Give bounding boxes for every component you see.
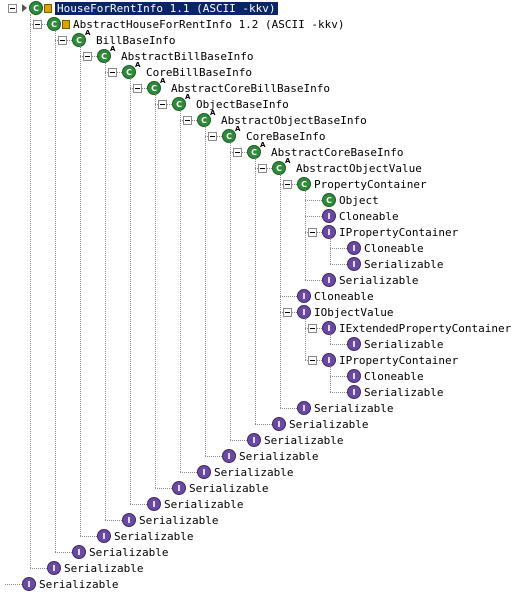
interface-icon: I bbox=[172, 481, 186, 495]
tree-node[interactable] bbox=[72, 32, 175, 48]
interface-icon: I bbox=[147, 497, 161, 511]
tree-node[interactable] bbox=[297, 176, 427, 192]
collapse-toggle[interactable] bbox=[283, 180, 292, 189]
tree-node-label: ObjectBaseInfo bbox=[196, 97, 289, 111]
tree-node[interactable] bbox=[272, 416, 368, 432]
tree-connector bbox=[230, 440, 247, 441]
tree-connector bbox=[80, 536, 97, 537]
tree-guide-line bbox=[280, 174, 281, 408]
tree-connector bbox=[330, 376, 347, 377]
focus-arrow-icon bbox=[22, 4, 27, 12]
tree-node[interactable] bbox=[322, 352, 458, 368]
tree-node-label: Serializable bbox=[164, 497, 244, 511]
interface-icon: I bbox=[347, 337, 361, 351]
interface-icon: I bbox=[322, 321, 336, 335]
tree-connector bbox=[5, 584, 22, 585]
tree-guide-line bbox=[55, 30, 56, 552]
collapse-toggle[interactable] bbox=[58, 36, 67, 45]
tree-node-label: Serializable bbox=[289, 417, 369, 431]
tree-node-label: HouseForRentInfo 1.1 (ASCII -kkv) bbox=[57, 1, 276, 15]
collapse-toggle[interactable] bbox=[308, 324, 317, 333]
tree-guide-line bbox=[30, 14, 31, 568]
tree-node[interactable] bbox=[172, 96, 289, 112]
abstract-class-icon: C A bbox=[197, 113, 211, 127]
collapse-toggle[interactable] bbox=[33, 20, 42, 29]
tree-node-label: Cloneable bbox=[339, 209, 399, 223]
tree-node-label: Serializable bbox=[364, 385, 444, 399]
tree-node[interactable] bbox=[97, 48, 253, 64]
tree-guide-line bbox=[105, 62, 106, 520]
tree-node-label: Serializable bbox=[239, 449, 319, 463]
abstract-class-icon: C A bbox=[147, 81, 161, 95]
abstract-class-icon: C A bbox=[172, 97, 186, 111]
tree-node-label: Serializable bbox=[114, 529, 194, 543]
collapse-toggle[interactable] bbox=[183, 116, 192, 125]
tree-connector bbox=[330, 248, 347, 249]
tree-connector bbox=[55, 552, 72, 553]
interface-icon: I bbox=[247, 433, 261, 447]
tree-node-selected[interactable] bbox=[22, 0, 278, 16]
lock-icon bbox=[62, 20, 70, 29]
interface-icon: I bbox=[47, 561, 61, 575]
interface-icon: I bbox=[347, 257, 361, 271]
interface-icon: I bbox=[272, 417, 286, 431]
collapse-toggle[interactable] bbox=[108, 68, 117, 77]
tree-node-label: PropertyContainer bbox=[314, 177, 427, 191]
collapse-toggle[interactable] bbox=[283, 308, 292, 317]
interface-icon: I bbox=[297, 305, 311, 319]
interface-icon: I bbox=[297, 289, 311, 303]
tree-node[interactable] bbox=[72, 544, 168, 560]
interface-icon: I bbox=[122, 513, 136, 527]
tree-connector bbox=[130, 504, 147, 505]
interface-icon: I bbox=[97, 529, 111, 543]
tree-node[interactable] bbox=[347, 240, 424, 256]
tree-node-label: IPropertyContainer bbox=[339, 225, 459, 239]
tree-node[interactable] bbox=[172, 480, 268, 496]
abstract-class-icon: C A bbox=[272, 161, 286, 175]
collapse-toggle[interactable] bbox=[158, 100, 167, 109]
tree-node[interactable] bbox=[322, 192, 379, 208]
tree-connector bbox=[305, 280, 322, 281]
interface-icon: I bbox=[22, 577, 36, 591]
abstract-class-icon: C A bbox=[122, 65, 136, 79]
tree-node-label: Cloneable bbox=[314, 289, 374, 303]
tree-connector bbox=[280, 408, 297, 409]
collapse-toggle[interactable] bbox=[83, 52, 92, 61]
tree-node[interactable] bbox=[297, 304, 393, 320]
tree-node[interactable] bbox=[297, 288, 374, 304]
tree-node-label: Serializable bbox=[139, 513, 219, 527]
tree-connector bbox=[255, 424, 272, 425]
tree-node[interactable] bbox=[197, 464, 293, 480]
tree-node[interactable] bbox=[197, 112, 367, 128]
tree-node[interactable] bbox=[122, 64, 252, 80]
tree-node-label: Serializable bbox=[214, 465, 294, 479]
tree-node-label: AbstractHouseForRentInfo 1.2 (ASCII -kkv) bbox=[73, 17, 345, 31]
tree-node[interactable] bbox=[347, 368, 424, 384]
tree-node-label: Object bbox=[339, 193, 379, 207]
tree-connector bbox=[330, 264, 347, 265]
tree-node[interactable] bbox=[347, 336, 443, 352]
tree-node-label: CoreBillBaseInfo bbox=[146, 65, 252, 79]
tree-node[interactable] bbox=[97, 528, 193, 544]
tree-connector bbox=[105, 520, 122, 521]
tree-node-label: AbstractObjectValue bbox=[296, 161, 422, 175]
tree-connector bbox=[305, 200, 322, 201]
abstract-class-icon: C A bbox=[247, 145, 261, 159]
tree-guide-line bbox=[180, 110, 181, 472]
tree-guide-line bbox=[80, 46, 81, 536]
tree-connector bbox=[330, 392, 347, 393]
tree-node-label: Serializable bbox=[189, 481, 269, 495]
tree-node-label: IObjectValue bbox=[314, 305, 394, 319]
tree-node-label: AbstractCoreBillBaseInfo bbox=[171, 81, 330, 95]
collapse-toggle[interactable] bbox=[308, 228, 317, 237]
abstract-class-icon: C A bbox=[222, 129, 236, 143]
tree-node[interactable] bbox=[297, 400, 393, 416]
interface-icon: I bbox=[297, 401, 311, 415]
tree-node-label: Serializable bbox=[364, 257, 444, 271]
tree-guide-line bbox=[305, 318, 306, 360]
tree-node[interactable] bbox=[222, 448, 318, 464]
collapse-toggle[interactable] bbox=[133, 84, 142, 93]
tree-node[interactable] bbox=[147, 496, 243, 512]
interface-icon: I bbox=[322, 225, 336, 239]
collapse-toggle[interactable] bbox=[258, 164, 267, 173]
tree-node-label: Serializable bbox=[314, 401, 394, 415]
tree-node[interactable] bbox=[272, 160, 422, 176]
tree-node-label: AbstractBillBaseInfo bbox=[121, 49, 254, 63]
interface-icon: I bbox=[322, 353, 336, 367]
interface-icon: I bbox=[197, 465, 211, 479]
tree-guide-line bbox=[205, 126, 206, 456]
tree-node-label: AbstractCoreBaseInfo bbox=[271, 145, 404, 159]
collapse-toggle[interactable] bbox=[308, 356, 317, 365]
tree-node[interactable] bbox=[47, 16, 345, 32]
tree-node[interactable] bbox=[347, 384, 443, 400]
tree-node-label: Serializable bbox=[339, 273, 419, 287]
tree-connector bbox=[330, 344, 347, 345]
tree-connector bbox=[280, 296, 297, 297]
tree-node[interactable] bbox=[322, 272, 418, 288]
tree-guide-line bbox=[330, 238, 331, 264]
abstract-class-icon: C A bbox=[72, 33, 86, 47]
tree-connector bbox=[205, 456, 222, 457]
tree-node[interactable] bbox=[222, 128, 325, 144]
tree-node[interactable] bbox=[47, 560, 143, 576]
interface-icon: I bbox=[347, 369, 361, 383]
tree-node[interactable] bbox=[322, 208, 399, 224]
tree-connector bbox=[180, 472, 197, 473]
interface-icon: I bbox=[322, 273, 336, 287]
tree-connector bbox=[155, 488, 172, 489]
tree-guide-line bbox=[155, 94, 156, 488]
collapse-toggle[interactable] bbox=[8, 4, 17, 13]
tree-guide-line bbox=[230, 142, 231, 440]
tree-node-label: Serializable bbox=[89, 545, 169, 559]
collapse-toggle[interactable] bbox=[233, 148, 242, 157]
tree-guide-line bbox=[330, 334, 331, 344]
class-icon: C bbox=[29, 1, 43, 15]
tree-connector bbox=[305, 216, 322, 217]
tree-node[interactable] bbox=[247, 432, 343, 448]
tree-guide-line bbox=[255, 158, 256, 424]
interface-icon: I bbox=[347, 385, 361, 399]
tree-connector bbox=[30, 568, 47, 569]
tree-guide-line bbox=[305, 190, 306, 280]
tree-node[interactable] bbox=[322, 320, 511, 336]
tree-node-label: Cloneable bbox=[364, 241, 424, 255]
tree-guide-line bbox=[330, 366, 331, 392]
abstract-class-icon: C A bbox=[97, 49, 111, 63]
tree-node-label: Serializable bbox=[39, 577, 119, 591]
tree-node[interactable] bbox=[322, 224, 458, 240]
interface-icon: I bbox=[347, 241, 361, 255]
tree-node-label: Serializable bbox=[264, 433, 344, 447]
tree-node[interactable] bbox=[347, 256, 443, 272]
tree-node-label: Serializable bbox=[364, 337, 444, 351]
collapse-toggle[interactable] bbox=[208, 132, 217, 141]
lock-icon bbox=[44, 4, 52, 13]
tree-node-label: BillBaseInfo bbox=[96, 33, 176, 47]
tree-node-label: IExtendedPropertyContainer bbox=[339, 321, 512, 335]
tree-node[interactable] bbox=[147, 80, 330, 96]
tree-node-label: IPropertyContainer bbox=[339, 353, 459, 367]
tree-node-label: AbstractObjectBaseInfo bbox=[221, 113, 367, 127]
class-icon: C bbox=[47, 17, 61, 31]
tree-guide-line bbox=[130, 78, 131, 504]
interface-icon: I bbox=[72, 545, 86, 559]
tree-node-label: Serializable bbox=[64, 561, 144, 575]
tree-node[interactable] bbox=[22, 576, 118, 592]
tree-node[interactable] bbox=[122, 512, 218, 528]
tree-node-label: CoreBaseInfo bbox=[246, 129, 326, 143]
tree-node[interactable] bbox=[247, 144, 403, 160]
interface-icon: I bbox=[322, 209, 336, 223]
class-icon: C bbox=[322, 193, 336, 207]
tree-node-label: Cloneable bbox=[364, 369, 424, 383]
class-icon: C bbox=[297, 177, 311, 191]
interface-icon: I bbox=[222, 449, 236, 463]
